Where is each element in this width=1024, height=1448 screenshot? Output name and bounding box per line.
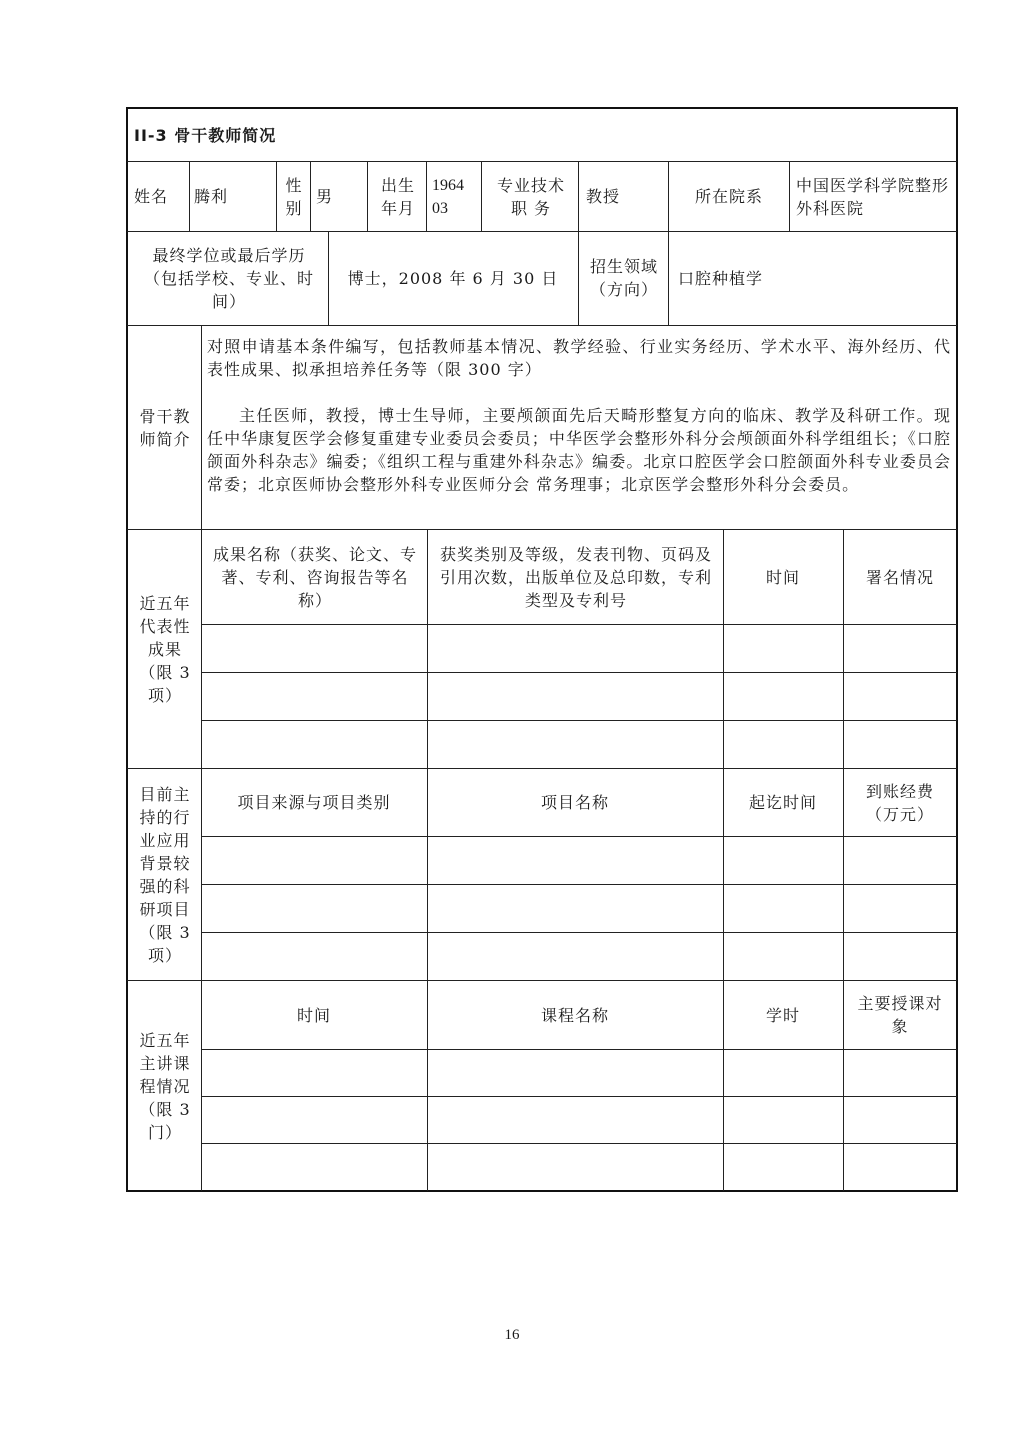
section-title: II-3 骨干教师简况 [134, 125, 277, 145]
col-divider [189, 161, 190, 231]
achievements-header-detail: 获奖类别及等级，发表刊物、页码及引用次数，出版单位及总印数，专利类型及专利号 [439, 544, 712, 610]
col-divider [427, 529, 428, 1191]
projects-header-funding: 到账经费（万元） [865, 781, 934, 824]
birth-label: 出生年月 [380, 175, 415, 218]
title-label: 专业技术 职 务 [496, 175, 565, 218]
col-divider [426, 161, 427, 231]
col-divider [578, 231, 579, 325]
col-divider [328, 231, 329, 325]
col-divider [367, 161, 368, 231]
profile-instruction: 对照申请基本条件编写，包括教师基本情况、教学经验、行业实务经历、学术水平、海外经历、代表性成果、拟承担培养任务等（限 300 字） [207, 337, 951, 379]
courses-header-name: 课程名称 [540, 1005, 609, 1025]
col-divider [201, 325, 202, 1191]
profile-label: 骨干教师简介 [139, 406, 191, 449]
col-divider [668, 231, 669, 325]
col-divider [578, 161, 579, 231]
birth-value: 1964 03 [432, 176, 464, 217]
row-divider [127, 325, 957, 326]
dept-label: 所在院系 [694, 187, 763, 206]
page-number: 16 [504, 1327, 520, 1343]
projects-header-source: 项目来源与项目类别 [237, 793, 391, 812]
name-label: 姓名 [134, 187, 169, 206]
achievements-header-time: 时间 [765, 567, 800, 587]
achievements-label: 近五年代表性成果（限 3 项） [139, 593, 191, 705]
gender-value: 男 [316, 187, 334, 206]
achievements-header-authorship: 署名情况 [865, 567, 934, 587]
col-divider [789, 161, 790, 231]
projects-label: 目前主持的行业应用背景较强的科研项目（限 3 项） [139, 784, 191, 965]
projects-header-period: 起讫时间 [748, 793, 817, 812]
degree-label: 最终学位或最后学历（包括学校、专业、时间） [143, 245, 314, 311]
courses-header-audience: 主要授课对象 [857, 994, 943, 1036]
courses-label: 近五年主讲课程情况（限 3 门） [139, 1030, 191, 1142]
col-divider [723, 529, 724, 1191]
courses-header-time: 时间 [296, 1005, 331, 1025]
gender-label: 性别 [285, 175, 303, 218]
title-value: 教授 [586, 187, 621, 206]
projects-header-name: 项目名称 [540, 793, 609, 812]
col-divider [276, 161, 277, 231]
field-label: 招生领域（方向） [589, 257, 658, 299]
degree-value: 博士，2008 年 6 月 30 日 [347, 268, 559, 288]
col-divider [310, 161, 311, 231]
courses-header-hours: 学时 [765, 1005, 800, 1025]
name-value: 腾利 [194, 187, 229, 206]
profile-body: 主任医师，教授，博士生导师，主要颅颌面先后天畸形整复方向的临床、教学及科研工作。现任中华康复医学会修复重建专业委员会委员；中华医学会整形外科分会颅颌面外科学组组长；《口腔颌面外科杂志》编委；《组织工程与重建外科杂志》编委。北京口腔医学会口腔颌面外科专业委员会常委；北京医师协会整形外科专业医师分会 常务理事；北京医学会整形外科分会委员。 [207, 406, 951, 494]
col-divider [668, 161, 669, 231]
col-divider [843, 529, 844, 1191]
achievements-header-name: 成果名称（获奖、论文、专著、专利、咨询报告等名称） [212, 544, 417, 610]
col-divider [481, 161, 482, 231]
dept-value: 中国医学科学院整形外科医院 [796, 175, 950, 218]
field-value: 口腔种植学 [678, 268, 764, 288]
